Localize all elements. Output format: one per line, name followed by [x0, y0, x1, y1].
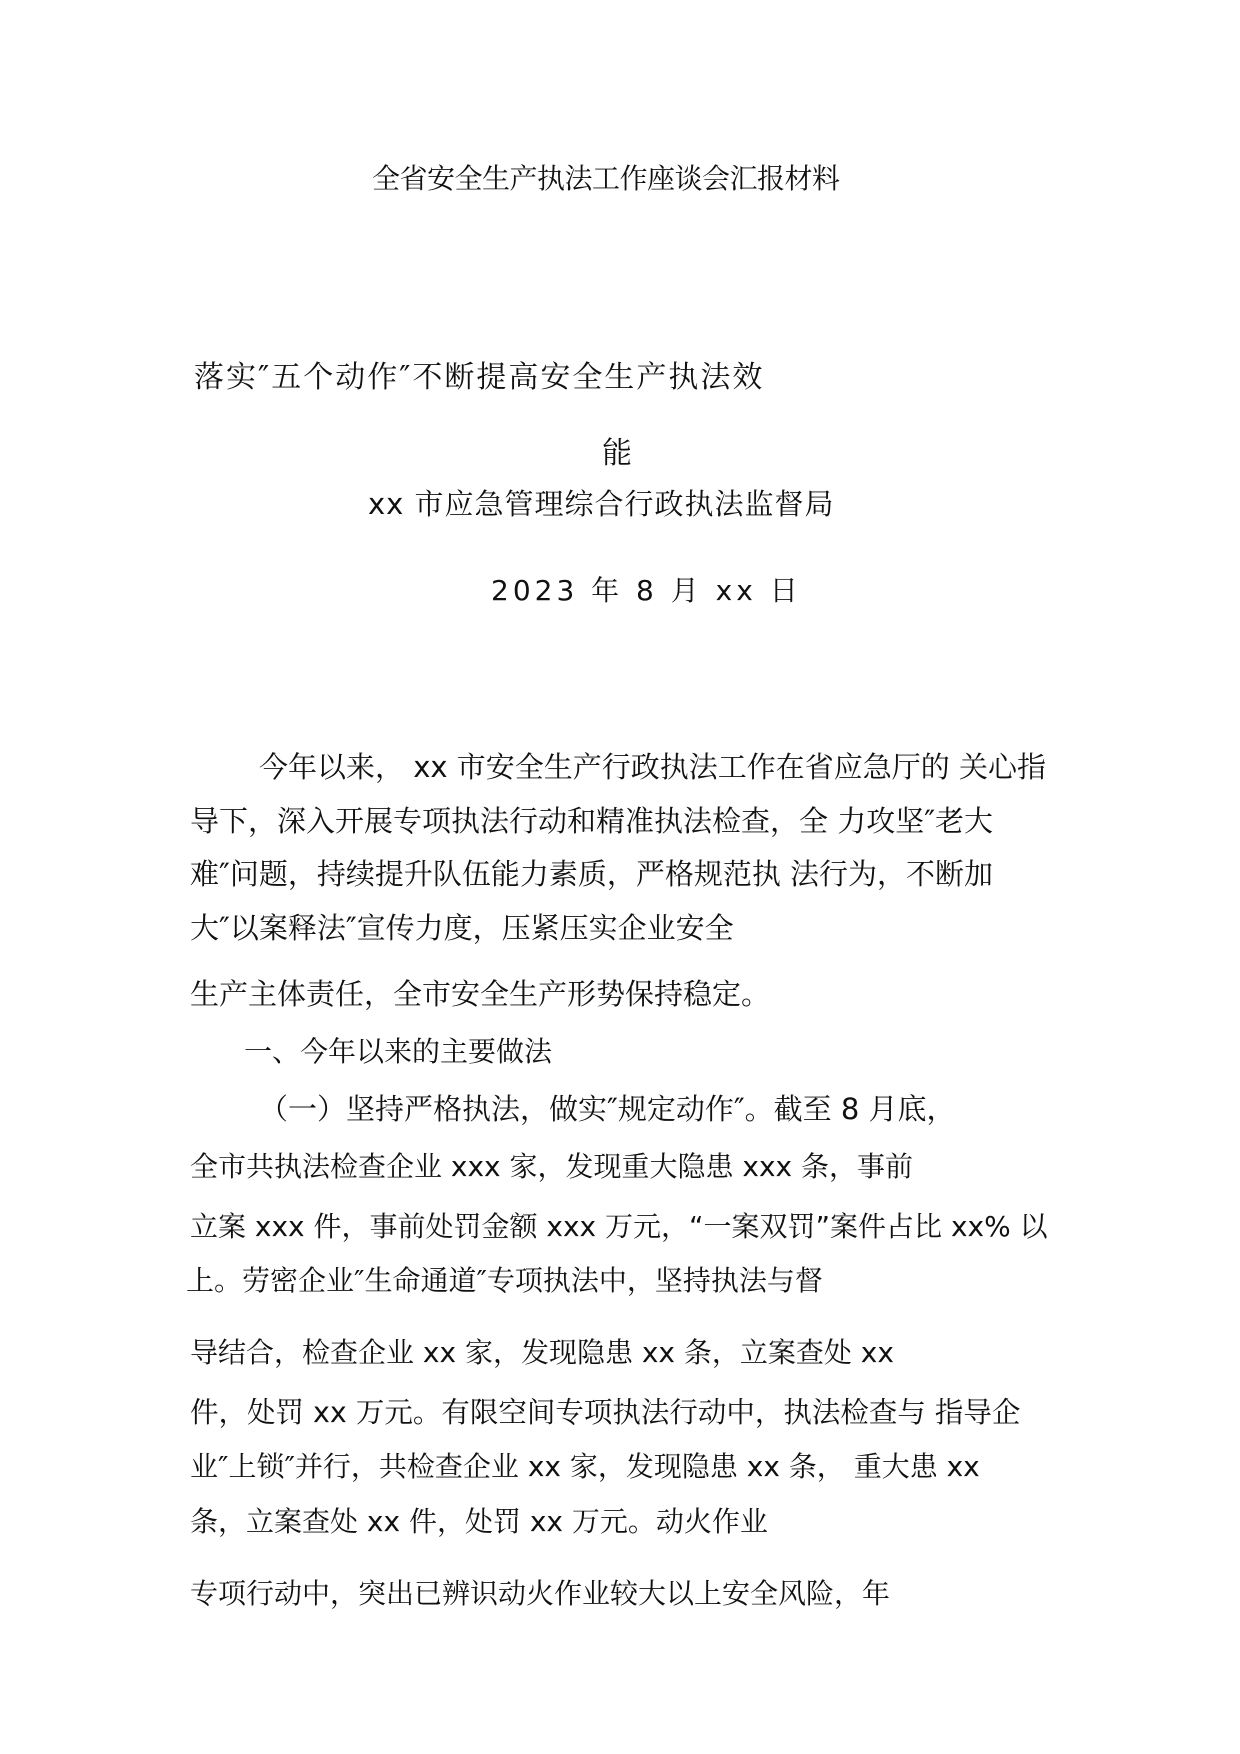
subtitle-line-2: 能	[602, 436, 632, 471]
body-line: 件，处罚 xx 万元。有限空间专项执法行动中，执法检查与 指导企	[190, 1396, 1021, 1429]
body-line: 今年以来， xx 市安全生产行政执法工作在省应急厅的 关心指	[259, 750, 1046, 784]
body-line: 专项行动中，突出已辨识动火作业较大以上安全风险，年	[190, 1577, 891, 1610]
body-line: 全市共执法检查企业 xxx 家，发现重大隐患 xxx 条，事前	[190, 1150, 914, 1183]
body-line: 大″以案释法″宣传力度，压紧压实企业安全	[190, 911, 734, 945]
body-line: 导下，深入开展专项执法行动和精准执法检查，全 力攻坚″老大	[190, 804, 994, 838]
body-line: 导结合，检查企业 xx 家，发现隐患 xx 条，立案查处 xx	[190, 1336, 894, 1369]
body-line: 立案 xxx 件，事前处罚金额 xxx 万元，“一案双罚”案件占比 xx% 以	[190, 1210, 1048, 1243]
body-line: （一）坚持严格执法，做实″规定动作″。截至 8 月底，	[259, 1092, 956, 1126]
body-line: 条，立案查处 xx 件，处罚 xx 万元。动火作业	[190, 1505, 768, 1538]
document-date: 2023 年 8 月 xx 日	[491, 574, 802, 607]
document-header-title: 全省安全生产执法工作座谈会汇报材料	[372, 162, 840, 195]
body-line: 生产主体责任，全市安全生产形势保持稳定。	[190, 977, 771, 1011]
body-line: 上。劳密企业″生命通道″专项执法中，坚持执法与督	[186, 1264, 823, 1297]
body-line: 业″上锁″并行，共检查企业 xx 家，发现隐患 xx 条， 重大患 xx	[190, 1450, 980, 1483]
subtitle-line-1: 落实″五个动作″不断提高安全生产执法效	[194, 360, 765, 395]
organization-name: xx 市应急管理综合行政执法监督局	[368, 487, 835, 521]
body-line: 难″问题，持续提升队伍能力素质，严格规范执 法行为，不断加	[190, 857, 994, 891]
section-heading: 一、今年以来的主要做法	[244, 1035, 553, 1068]
